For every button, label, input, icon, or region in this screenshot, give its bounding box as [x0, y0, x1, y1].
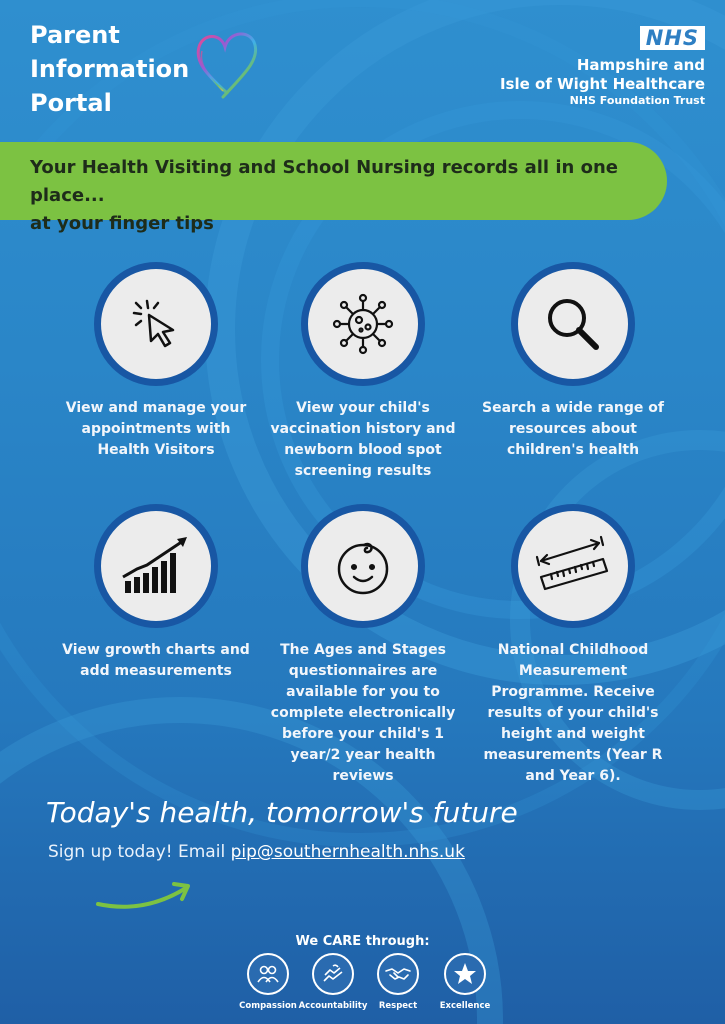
feature-growth-charts	[61, 504, 251, 682]
feature-icon-circle	[94, 262, 218, 386]
signup-line	[48, 842, 465, 862]
ruler-icon	[533, 531, 613, 601]
magnifier-icon	[538, 289, 608, 359]
feature-caption: Search a wide range of resources about children's health	[482, 400, 664, 458]
feature-resources	[478, 262, 668, 461]
trust-name	[500, 56, 705, 94]
accountability-icon	[320, 961, 346, 987]
feature-measurement-programme	[478, 504, 668, 787]
feature-icon-circle	[511, 504, 635, 628]
nhs-logo: NHS	[640, 26, 705, 50]
trust-name-line2: Isle of Wight Healthcare	[499, 75, 705, 93]
feature-vaccinations	[268, 262, 458, 482]
feature-ages-stages	[268, 504, 458, 787]
trust-subtitle: NHS Foundation Trust	[569, 94, 705, 107]
portal-title	[30, 18, 200, 120]
care-icon-circle	[312, 953, 354, 995]
feature-icon-circle	[511, 262, 635, 386]
signup-text: Sign up today! Email	[48, 842, 231, 862]
care-label: Excellence	[439, 1001, 491, 1011]
feature-caption: View growth charts and add measurements	[62, 642, 250, 679]
headline-text	[30, 154, 650, 238]
portal-title-line2: Information	[30, 55, 190, 83]
care-icon-circle	[247, 953, 289, 995]
care-icon-circle	[444, 953, 486, 995]
growth-chart-icon	[119, 531, 193, 601]
handshake-icon	[384, 961, 412, 987]
rainbow-heart-icon	[193, 27, 261, 99]
star-icon	[452, 961, 478, 987]
nhs-trust-block	[500, 26, 705, 108]
feature-icon-circle	[94, 504, 218, 628]
feature-caption: The Ages and Stages questionnaires are available for you to complete electronically before your child's 1 year/2 year health reviews	[270, 642, 456, 784]
feature-caption: View your child's vaccination history and newborn blood spot screening results	[270, 400, 456, 479]
compassion-icon	[255, 961, 281, 987]
feature-icon-circle	[301, 504, 425, 628]
tagline: Today's health, tomorrow's future	[46, 796, 518, 829]
headline-line1: Your Health Visiting and School Nursing records all in one place...	[30, 157, 618, 206]
headline-line2: at your finger tips	[30, 213, 214, 234]
care-title: We CARE through:	[295, 934, 430, 949]
care-label: Compassion	[239, 1001, 297, 1011]
care-label: Accountability	[298, 1001, 368, 1011]
care-label: Respect	[378, 1001, 418, 1011]
swoosh-arrow-icon	[94, 874, 204, 914]
portal-title-line3: Portal	[30, 89, 112, 117]
email-link[interactable]: pip@southernhealth.nhs.uk	[230, 842, 465, 862]
virus-icon	[328, 289, 398, 359]
cursor-click-icon	[121, 289, 191, 359]
care-value-excellence	[420, 953, 510, 1011]
baby-face-icon	[328, 531, 398, 601]
portal-title-line1: Parent	[30, 21, 120, 49]
trust-name-line1: Hampshire and	[576, 56, 705, 74]
feature-appointments	[61, 262, 251, 461]
headline-banner	[0, 142, 667, 234]
care-icon-circle	[377, 953, 419, 995]
feature-icon-circle	[301, 262, 425, 386]
feature-caption: National Childhood Measurement Programme. Receive results of your child's height and weight measurements (Year R and Year 6).	[483, 642, 663, 784]
feature-caption: View and manage your appointments with Health Visitors	[65, 400, 247, 458]
